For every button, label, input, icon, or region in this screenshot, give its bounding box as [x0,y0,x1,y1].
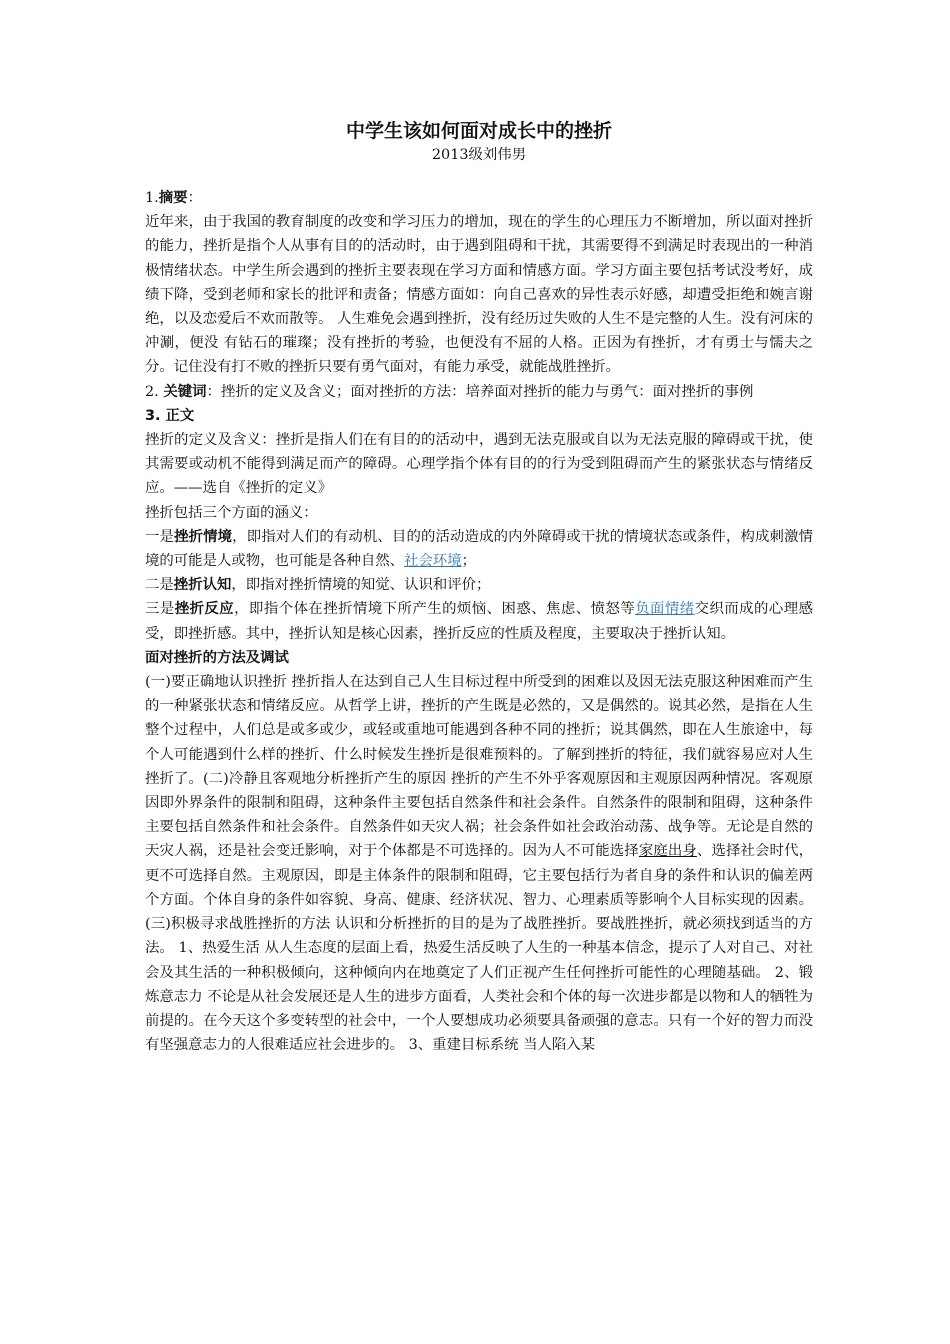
abstract-heading [145,186,813,210]
aspect-three-term: 挫折反应 [174,601,235,618]
aspect-two-term: 挫折认知 [173,577,232,594]
aspect-three: 三是挫折反应，即指个体在挫折情境下所产生的烦恼、困惑、焦虑、愤怒等负面情绪交织而成的心理感受，即挫折感。其中，挫折认知是核心因素，挫折反应的性质及程度，主要取决于挫折认知。 [145,601,813,642]
document-author: 2013级刘伟男 [431,147,527,163]
document-page [145,118,813,1057]
aspect-two: 二是挫折认知，即指对挫折情境的知觉、认识和评价； [145,577,491,594]
keywords-label: 关键词 [163,383,207,400]
keywords-text: ：挫折的定义及含义；面对挫折的方法：培养面对挫折的能力与勇气：面对挫折的事例 [206,383,754,400]
keywords-number: 2. [145,383,159,400]
aspect-one-term: 挫折情境 [174,528,233,545]
body-heading: 3. 正文 [145,407,195,424]
document-title: 中学生该如何面对成长中的挫折 [345,120,612,142]
negative-emotion-link[interactable]: 负面情绪 [635,601,695,618]
abstract-label: 摘要 [158,190,188,206]
social-environment-link[interactable]: 社会环境 [404,553,462,570]
definition-paragraph: 挫折的定义及含义：挫折是指人们在有目的的活动中，遇到无法克服或自以为无法克服的障碍或干扰，使其需要或动机不能得到满足而产的障碍。心理学指个体有目的的行为受到阻碍而产生的紧张状态与情绪反应。——选自《挫折的定义》 [145,432,813,497]
aspect-one: 一是挫折情境，即指对人们的有动机、目的的活动造成的内外障碍或干扰的情境状态或条件，构成刺激情境的可能是人或物，也可能是各种自然、社会环境； [145,528,813,570]
three-aspects-intro: 挫折包括三个方面的涵义： [145,504,318,521]
abstract-number: 1. [145,190,159,206]
family-background-underlined: 家庭出身 [638,843,697,860]
abstract-text: 近年来，由于我国的教育制度的改变和学习压力的增加，现在的学生的心理压力不断增加，所以面对挫折的能力，挫折是指个人从事有目的的活动时，由于遇到阻碍和干扰，其需要得不到满足时表现出的一种消极情绪状态。中学生所会遇到的挫折主要表现在学习方面和情感方面。学习方面主要包括考试没考好，成绩下降，受到老师和家长的批评和责备；情感方面如：向自己喜欢的异性表示好感，却遭受拒绝和婉言谢绝，以及恋爱后不欢而散等。 人生难免会遇到挫折，没有经历过失败的人生不是完整的人生。没有河床的冲涮，便没 有钻石的璀璨；没有挫折的考验，也便没有不屈的人格。正因为有挫折，才有勇士与懦夫之分。记住没有打不败的挫折只要有勇气面对，有能力承受，就能战胜挫折。 [145,214,813,376]
keywords-paragraph [145,380,813,404]
methods-paragraph: (一)要正确地认识挫折 挫折指人在达到自己人生目标过程中所受到的困难以及因无法克服这种困难而产生的一种紧张状态和情绪反应。从哲学上讲，挫折的产生既是必然的，又是偶然的。说其必然，是指在人生整个过程中，人们总是或多或少，或轻或重地可能遇到各种不同的挫折；说其偶然，即在人生旅途中，每个人可能遇到什么样的挫折、什么时候发生挫折是很难预料的。了解到挫折的特征，我们就容易应对人生挫折了。(二)冷静且客观地分析挫折产生的原因 挫折的产生不外乎客观原因和主观原因两种情况。客观原因即外界条件的限制和阻碍，这种条件主要包括自然条件和社会条件。自然条件的限制和阻碍，这种条件主要包括自然条件和社会条件。自然条件如天灾人祸；社会条件如社会政治动荡、战争等。无论是自然的天灾人祸，还是社会变迁影响，对于个体都是不可选择的。因为人不可能选择家庭出身、选择社会时代，更不可选择自然。主观原因，即是主体条件的限制和阻碍，它主要包括行为者自身的条件和认识的偏差两个方面。个体自身的条件如容貌、身高、健康、经济状况、智力、心理素质等影响个人目标实现的因素。 (三)积极寻求战胜挫折的方法 认识和分析挫折的目的是为了战胜挫折。要战胜挫折，就必须找到适当的方法。 1、热爱生活 从人生态度的层面上看，热爱生活反映了人生的一种基本信念，提示了人对自己、对社会及其生活的一种积极倾向，这种倾向内在地奠定了人们正视产生任何挫折可能性的心理随基础。 2、锻炼意志力 不论是从社会发展还是人生的进步方面看，人类社会和个体的每一次进步都是以物和人的牺牲为前提的。在今天这个多变转型的社会中，一个人要想成功必须要具备顽强的意志。只有一个好的智力而没有坚强意志力的人很难适应社会进步的。 3、重建目标系统 当人陷入某 [145,674,813,1054]
methods-heading: 面对挫折的方法及调试 [145,649,289,666]
abstract-colon: ： [187,190,202,206]
